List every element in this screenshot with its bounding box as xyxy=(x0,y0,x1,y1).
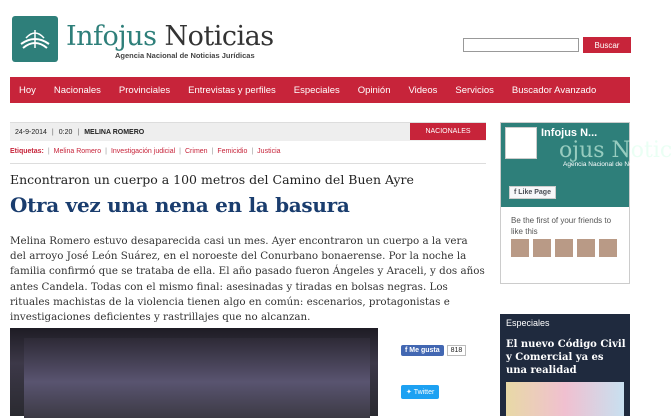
article-author[interactable]: MELINA ROMERO xyxy=(84,128,145,136)
share-bar xyxy=(401,345,466,356)
fb-faces xyxy=(511,239,617,257)
meta-separator: | xyxy=(77,128,80,136)
especiales-heading: Especiales xyxy=(506,318,550,328)
fb-cover-text: ojus Notic xyxy=(559,138,672,163)
nav-item-opinion[interactable]: Opinión xyxy=(357,84,391,96)
fb-page-name[interactable]: Infojus N... xyxy=(541,127,598,139)
avatar[interactable] xyxy=(555,239,573,257)
facebook-page-widget[interactable] xyxy=(500,122,672,284)
tags-label: Etiquetas: xyxy=(10,148,44,155)
facebook-icon: f xyxy=(405,347,410,354)
nav-item-nacionales[interactable]: Nacionales xyxy=(53,84,101,96)
brand-name[interactable]: Infojus Noticias xyxy=(66,21,274,52)
tag-list xyxy=(10,148,281,155)
especiales-title[interactable]: El nuevo Código Civil y Comercial ya es una realidad xyxy=(506,339,626,376)
site-header xyxy=(0,0,640,76)
tag-link[interactable]: Investigación judicial xyxy=(110,148,176,155)
especiales-box xyxy=(500,314,630,416)
photo-frame xyxy=(24,338,370,418)
tag-link[interactable]: Justicia xyxy=(257,148,281,155)
tag-separator: | xyxy=(105,148,107,155)
main-nav xyxy=(10,77,630,103)
facebook-like-button[interactable]: f Me gusta xyxy=(401,345,444,356)
meta-separator: | xyxy=(51,128,54,136)
fb-page-logo xyxy=(505,127,537,159)
article-lead: Melina Romero estuvo desaparecida casi un mes. Ayer encontraron un cuerpo a la vera del arroyo José León Suárez, en el noroeste del Conurbano bonaerense. Por la noche la familia confirmó que se trataba de ella. El año pasado fueron Ángeles y Araceli, y dos años antes Candela. Todas con el mismo final: asesinadas y tiradas en bolsas negras. Los rituales machistas de la violencia tienen algo en común: escenarios, protagonistas e investigaciones deficientes y rastrillajes que no alcanzan. xyxy=(10,235,485,324)
twitter-icon: ✦ xyxy=(406,389,414,396)
avatar[interactable] xyxy=(511,239,529,257)
tag-separator: | xyxy=(251,148,254,155)
tag-link[interactable]: Melina Romero xyxy=(53,148,102,155)
tag-link[interactable]: Crimen xyxy=(185,148,208,155)
brand-subtitle: Agencia Nacional de Noticias Jurídicas xyxy=(115,51,255,60)
article-date: 24-9-2014 xyxy=(15,128,47,136)
nav-item-hoy[interactable]: Hoy xyxy=(19,84,36,96)
fb-cover-subtitle: Agencia Nacional de Noticias xyxy=(563,161,648,168)
section-badge[interactable]: NACIONALES xyxy=(410,123,486,140)
article-kicker: Encontraron un cuerpo a 100 metros del Camino del Buen Ayre xyxy=(10,172,414,187)
article-time: 0:20 xyxy=(58,128,73,136)
article-photo[interactable] xyxy=(10,328,378,416)
logo-icon[interactable] xyxy=(12,16,58,62)
nav-item-videos[interactable]: Videos xyxy=(408,84,438,96)
nav-item-provinciales[interactable]: Provinciales xyxy=(118,84,171,96)
avatar[interactable] xyxy=(533,239,551,257)
tag-separator: | xyxy=(211,148,214,155)
like-count: 818 xyxy=(447,345,467,356)
fb-cover xyxy=(501,123,672,207)
fb-friends-text: Be the first of your friends to like this xyxy=(511,216,612,236)
search-button[interactable]: Buscar xyxy=(583,37,631,53)
nav-item-especiales[interactable]: Especiales xyxy=(293,84,340,96)
tag-link[interactable]: Femicidio xyxy=(217,148,248,155)
tag-separator: | xyxy=(47,148,50,155)
article-title: Otra vez una nena en la basura xyxy=(10,193,350,217)
fb-like-page-button[interactable]: f Like Page xyxy=(509,186,556,199)
especiales-image[interactable] xyxy=(506,382,624,416)
avatar[interactable] xyxy=(599,239,617,257)
facebook-icon: f xyxy=(514,189,519,196)
tag-separator: | xyxy=(179,148,181,155)
nav-item-entrevistas[interactable]: Entrevistas y perfiles xyxy=(188,84,276,96)
nav-item-servicios[interactable]: Servicios xyxy=(455,84,494,96)
search-input[interactable] xyxy=(463,38,579,52)
nav-item-buscador[interactable]: Buscador Avanzado xyxy=(511,84,597,96)
avatar[interactable] xyxy=(577,239,595,257)
twitter-button[interactable]: ✦ Twitter xyxy=(401,385,439,399)
divider xyxy=(10,163,486,164)
